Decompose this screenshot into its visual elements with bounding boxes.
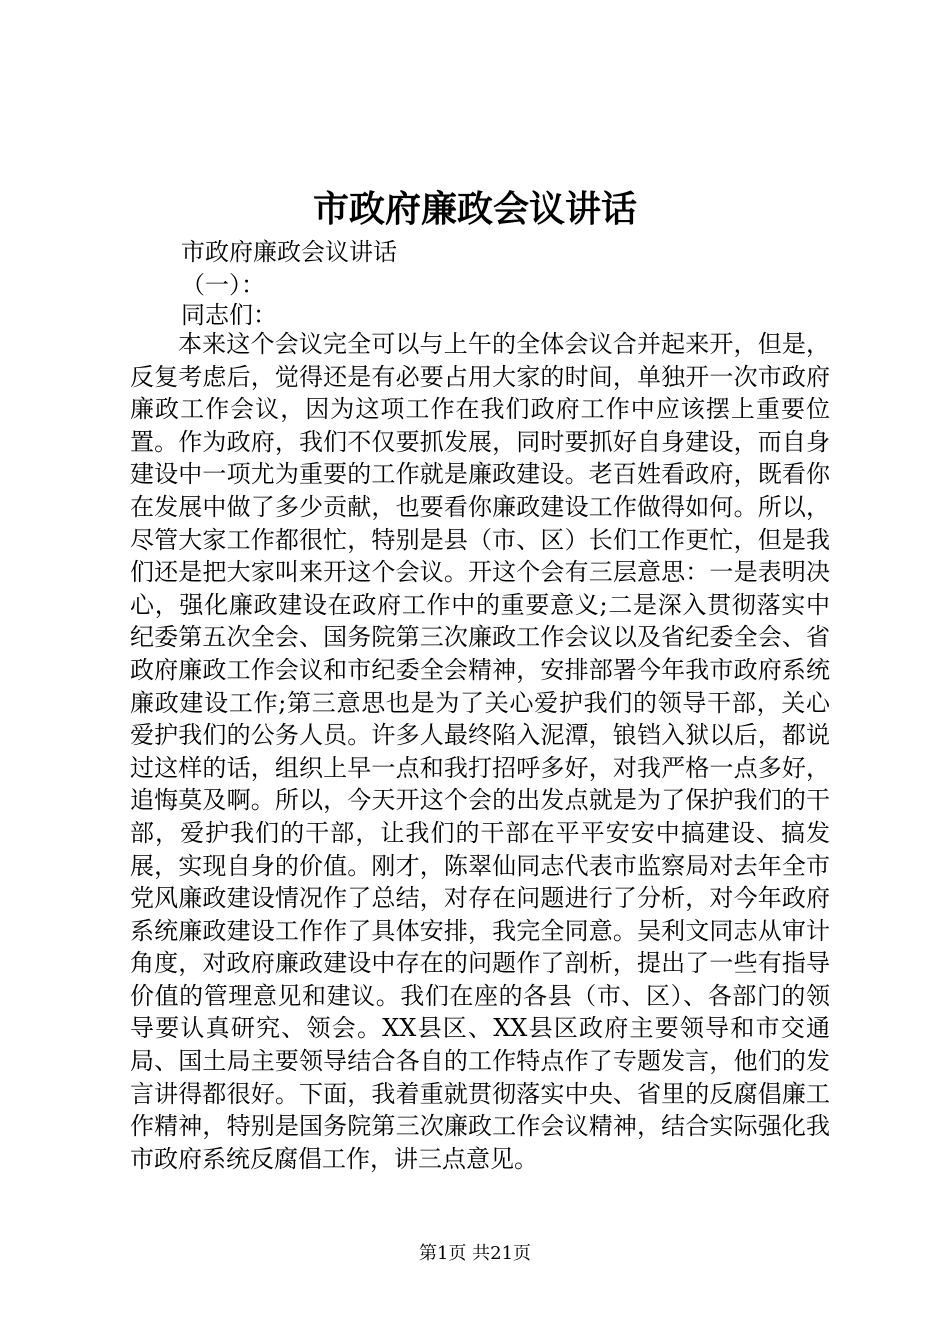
section-marker: （一）： bbox=[181, 271, 265, 299]
document-subtitle: 市政府廉政会议讲话 bbox=[181, 238, 397, 266]
document-title: 市政府廉政会议讲话 bbox=[312, 188, 637, 230]
salutation: 同志们： bbox=[181, 301, 277, 329]
page-indicator: 第1页 共21页 bbox=[418, 1243, 532, 1264]
body-paragraph: 本来这个会议完全可以与上午的全体会议合并起来开，但是，反复考虑后，觉得还是有必要占用大家的时间，单独开一次市政府廉政工作会议，因为这项工作在我们政府工作中应该摆上重要位置。作为政府，我们不仅要抓发展，同时要抓好自身建设，而自身建设中一项尤为重要的工作就是廉政建设。老百姓看政府，既看你在发展中做了多少贡献，也要看你廉政建设工作做得如何。所以，尽管大家工作都很忙，特别是县（市、区）长们工作更忙，但是我们还是把大家叫来开这个会议。开这个会有三层意思：一是表明决心，强化廉政建设在政府工作中的重要意义;二是深入贯彻落实中纪委第五次全会、国务院第三次廉政工作会议以及省纪委全会、省政府廉政工作会议和市纪委全会精神，安排部署今年我市政府系统廉政建设工作;第三意思也是为了关心爱护我们的领导干部，关心爱护我们的公务人员。许多人最终陷入泥潭，锒铛入狱以后，都说过这样的话，组织上早一点和我打招呼多好，对我严格一点多好，追悔莫及啊。所以，今天开这个会的出发点就是为了保护我们的干部，爱护我们的干部，让我们的干部在平平安安中搞建设、搞发展，实现自身的价值。刚才，陈翠仙同志代表市监察局对去年全市党风廉政建设情况作了总结，对存在问题进行了分析，对今年政府系统廉政建设工作作了具体安排，我完全同意。吴利文同志从审计角度，对政府廉政建设中存在的问题作了剖析，提出了一些有指导价值的管理意见和建议。我们在座的各县（市、区）、各部门的领导要认真研究、领会。XX县区、XX县区政府主要领导和市交通局、国土局主要领导结合各自的工作特点作了专题发言，他们的发言讲得都很好。下面，我着重就贯彻落实中央、省里的反腐倡廉工作精神，特别是国务院第三次廉政工作会议精神，结合实际强化我市政府系统反腐倡工作，讲三点意见。 bbox=[130, 330, 830, 1173]
